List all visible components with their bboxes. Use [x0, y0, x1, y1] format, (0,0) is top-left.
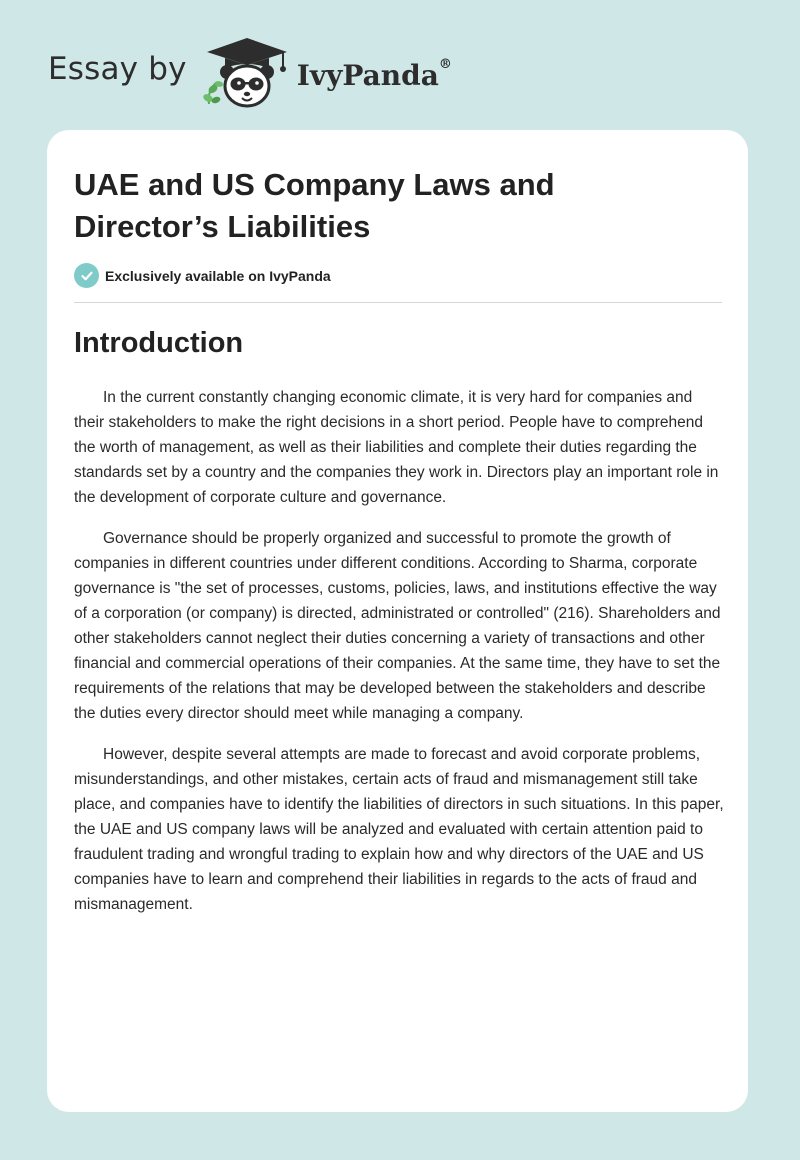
brand-name-text: IvyPanda [296, 58, 439, 92]
checkmark-icon [74, 263, 99, 288]
paragraph: Governance should be properly organized and successful to promote the growth of companies in different countries under different conditions. According to Sharma, corporate governance is "the set of processes, customs, policies, laws, and institutions effective the way of a corporation (or company) is directed, administrated or controlled" (216). Shareholders and other stakeholders cannot neglect their duties concerning a variety of transactions and other financial and commercial operations of their companies. At the same time, they have to set the requirements of the relations that may be developed between the stakeholders and describe the duties every director should meet while managing a company. [74, 530, 721, 722]
exclusive-badge-label: Exclusively available on IvyPanda [105, 267, 331, 284]
essay-body [74, 385, 724, 933]
paragraph: However, despite several attempts are made to forecast and avoid corporate problems, misunderstandings, and other mistakes, certain acts of fraud and mismanagement still take place, and companies have to identify the liabilities of directors in such situations. In this paper, the UAE and US company laws will be analyzed and evaluated with certain attention paid to fraudulent trading and wrongful trading to explain how and why directors of the UAE and US companies have to learn and comprehend their liabilities in regards to the acts of fraud and mismanagement. [74, 746, 724, 913]
registered-mark: ® [438, 57, 452, 73]
panda-graduate-icon[interactable] [203, 34, 291, 110]
section-heading: Introduction [74, 327, 244, 359]
site-header [48, 34, 452, 110]
essay-by-label: Essay by [48, 51, 187, 87]
divider [74, 302, 722, 303]
exclusive-badge [74, 263, 331, 288]
essay-title: UAE and US Company Laws and Director’s Liabilities [74, 167, 555, 244]
paragraph: In the current constantly changing economic climate, it is very hard for companies and their stakeholders to make the right decisions in a short period. People have to comprehend the worth of management, as well as their liabilities and complete their duties regarding the standards set by a country and the companies they work in. Directors play an important role in the development of corporate culture and governance. [74, 389, 719, 506]
brand-name[interactable] [297, 59, 452, 92]
essay-card [47, 130, 748, 1112]
